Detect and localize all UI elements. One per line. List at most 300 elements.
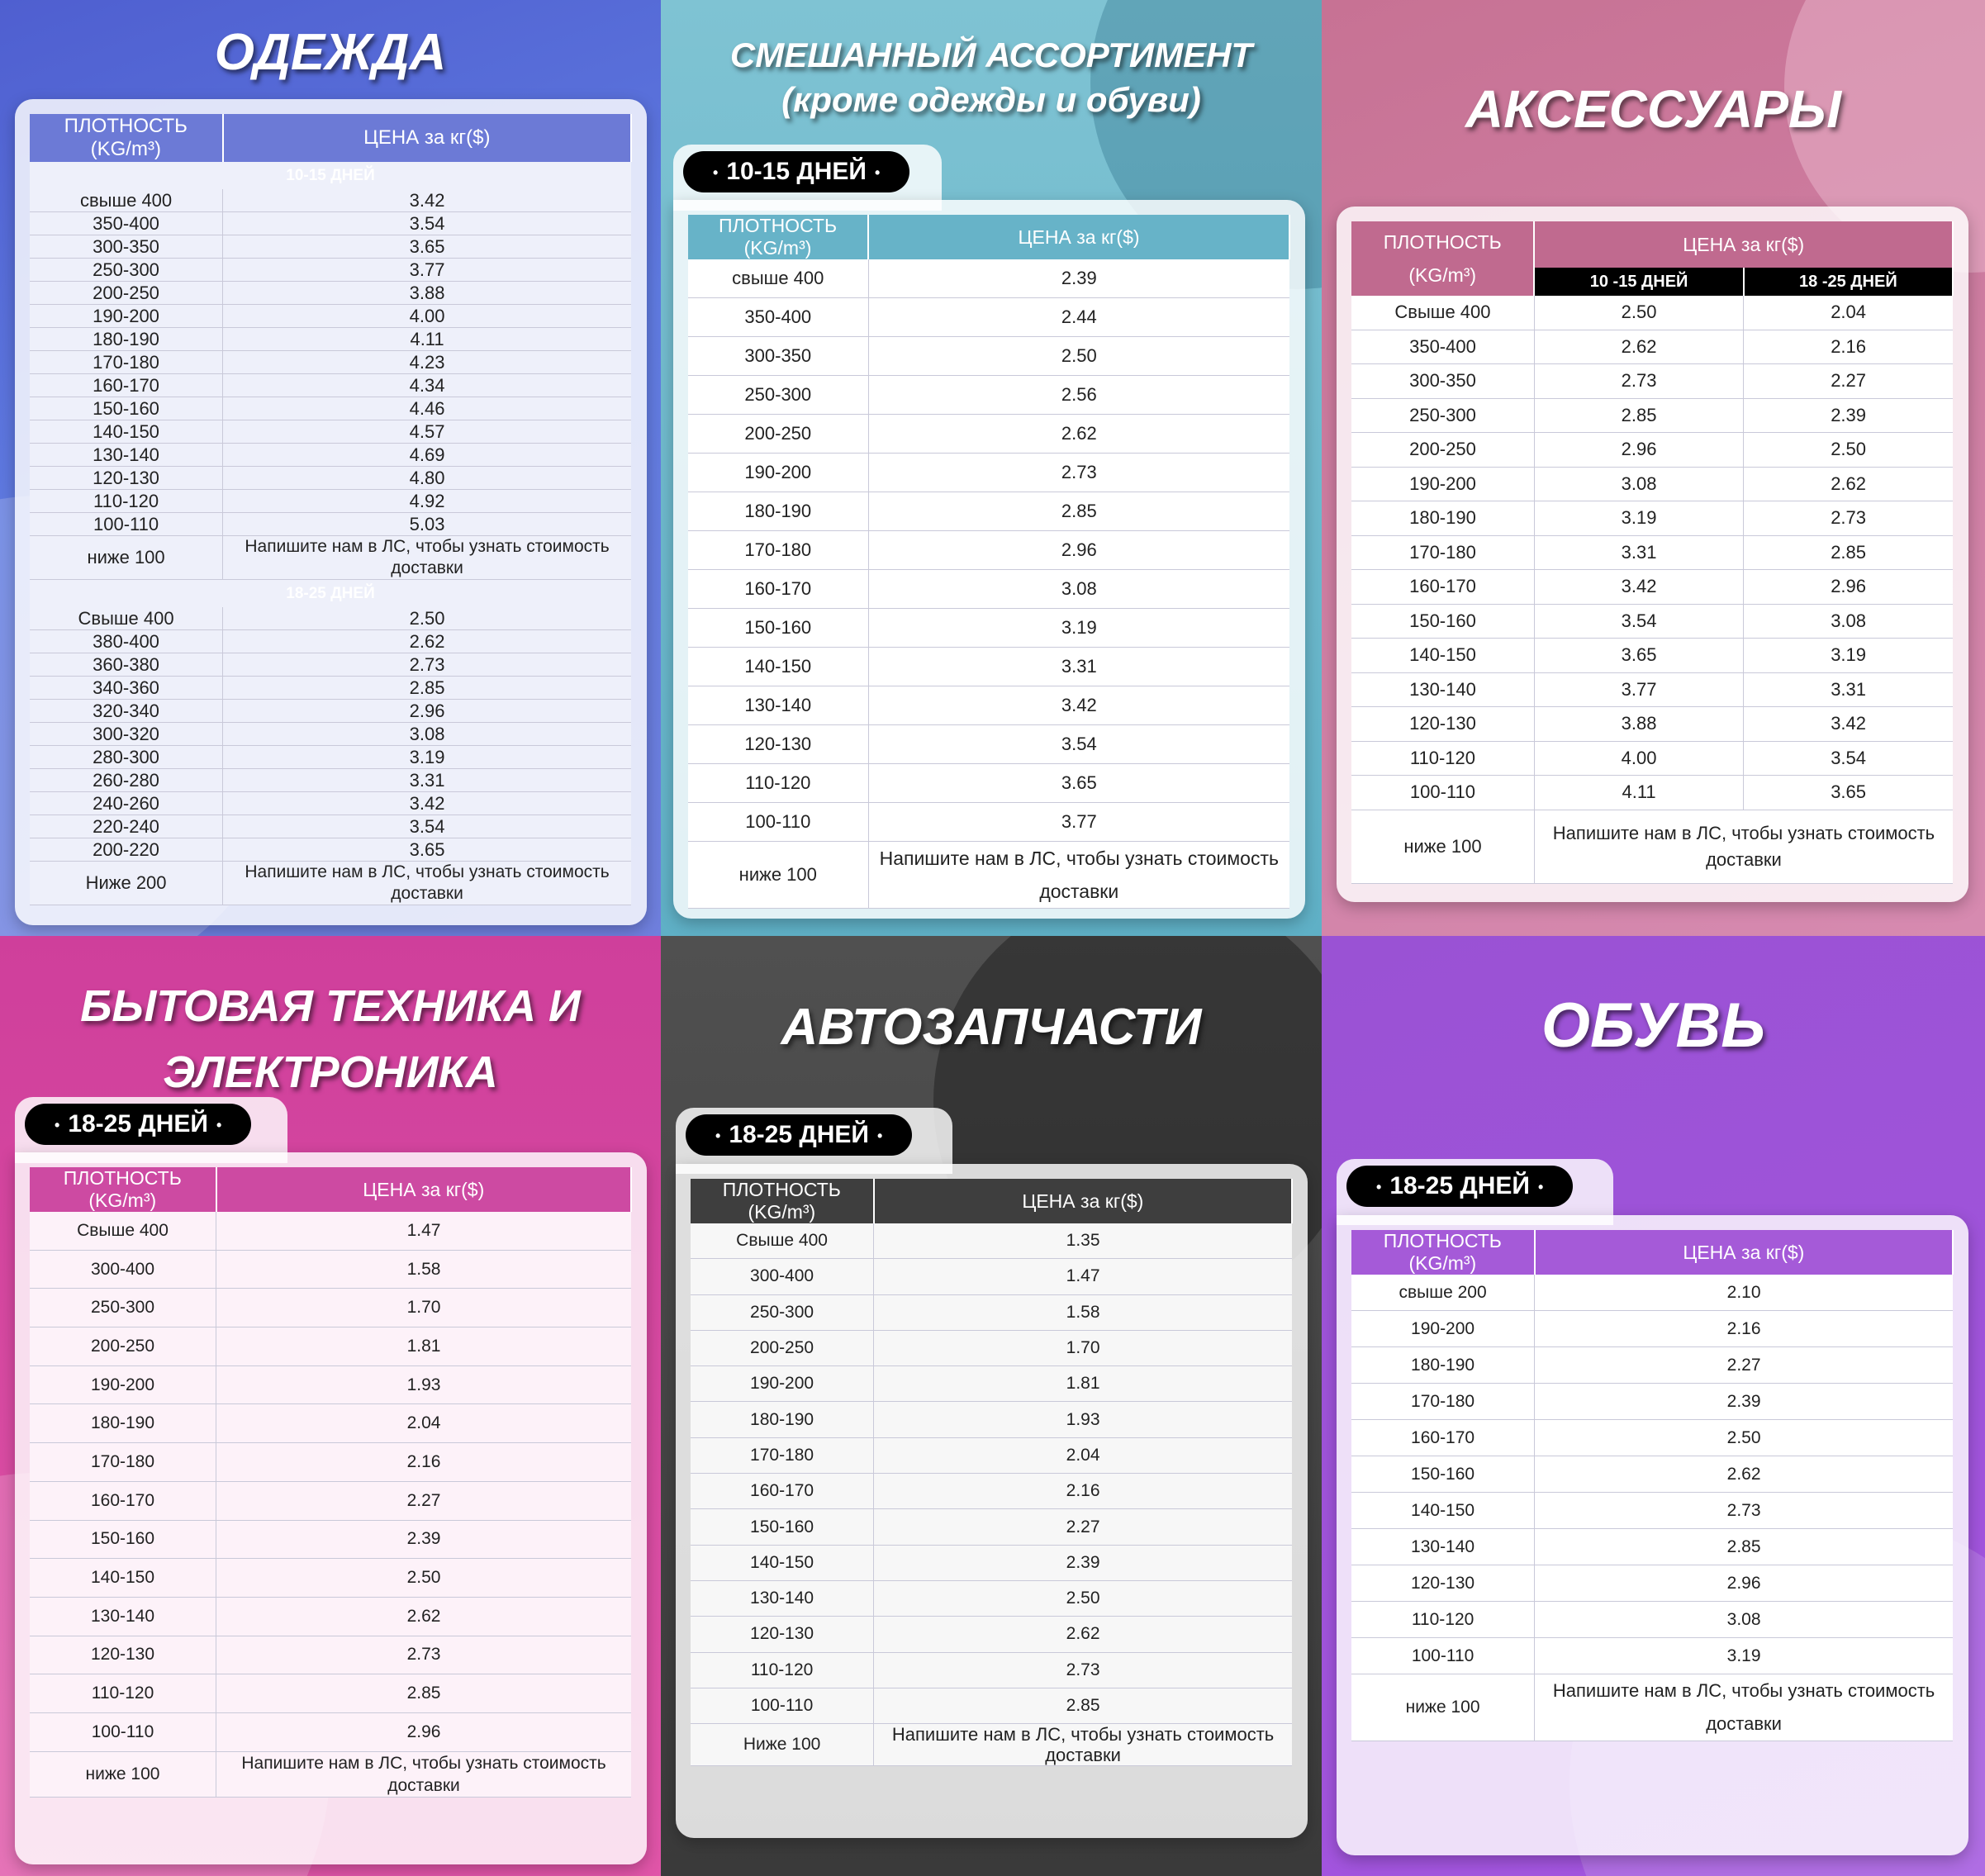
table-row bbox=[30, 630, 631, 653]
table-row bbox=[30, 467, 631, 490]
price-cell: 3.77 bbox=[1534, 672, 1743, 707]
density-cell: 160-170 bbox=[688, 570, 868, 609]
density-cell: 150-160 bbox=[691, 1509, 874, 1545]
density-cell: 350-400 bbox=[1351, 330, 1534, 364]
price-cell: 2.62 bbox=[1744, 467, 1953, 501]
table-row bbox=[30, 374, 631, 397]
density-cell: 100-110 bbox=[1351, 776, 1534, 810]
density-cell: 150-160 bbox=[688, 609, 868, 648]
table-row bbox=[691, 1223, 1292, 1259]
panel-title: АКСЕССУАРЫ bbox=[1465, 79, 1842, 139]
table-row bbox=[688, 725, 1289, 764]
density-cell: 200-250 bbox=[688, 415, 868, 454]
density-cell: 170-180 bbox=[30, 351, 223, 374]
price-cell: 1.70 bbox=[216, 1289, 631, 1327]
price-cell: 2.96 bbox=[1744, 570, 1953, 605]
price-cell: 4.57 bbox=[223, 420, 631, 444]
price-cell: 2.73 bbox=[223, 653, 631, 677]
col-price-header: ЦЕНА за кг($) bbox=[223, 114, 631, 162]
price-cell: 3.65 bbox=[868, 764, 1289, 803]
price-cell: 3.19 bbox=[1744, 639, 1953, 673]
table-row bbox=[691, 1259, 1292, 1294]
price-cell: 4.69 bbox=[223, 444, 631, 467]
price-cell: Напишите нам в ЛС, чтобы узнать стоимость доставки bbox=[1535, 1674, 1953, 1741]
price-cell: 1.58 bbox=[216, 1250, 631, 1289]
table-row bbox=[688, 337, 1289, 376]
table-row bbox=[30, 1597, 631, 1636]
table-row bbox=[688, 259, 1289, 298]
density-cell: 250-300 bbox=[30, 1289, 216, 1327]
price-cell: 1.81 bbox=[874, 1366, 1292, 1402]
price-cell: 3.54 bbox=[223, 212, 631, 235]
density-cell: 180-190 bbox=[1351, 1347, 1535, 1384]
table-row bbox=[30, 351, 631, 374]
density-cell: 250-300 bbox=[1351, 398, 1534, 433]
density-cell: 100-110 bbox=[30, 1712, 216, 1751]
price-cell: 2.56 bbox=[868, 376, 1289, 415]
col-density-header: ПЛОТНОСТЬ (KG/m³) bbox=[1351, 1230, 1535, 1275]
table-row bbox=[30, 700, 631, 723]
price-cell: 5.03 bbox=[223, 513, 631, 536]
density-cell: 130-140 bbox=[30, 1597, 216, 1636]
price-cell: 2.96 bbox=[223, 700, 631, 723]
table-row bbox=[30, 1365, 631, 1404]
price-card bbox=[1337, 207, 1968, 902]
density-cell: ниже 100 bbox=[1351, 810, 1534, 883]
price-cell: 2.73 bbox=[216, 1636, 631, 1674]
density-cell: 200-250 bbox=[691, 1330, 874, 1365]
table-row bbox=[1351, 672, 1953, 707]
price-cell: 3.65 bbox=[1534, 639, 1743, 673]
price-cell: 2.62 bbox=[868, 415, 1289, 454]
table-row bbox=[688, 686, 1289, 725]
panel-title bbox=[0, 973, 661, 1105]
price-cell: Напишите нам в ЛС, чтобы узнать стоимость доставки bbox=[1534, 810, 1953, 883]
panel-title: ОБУВЬ bbox=[1541, 990, 1766, 1061]
price-cell: Напишите нам в ЛС, чтобы узнать стоимость доставки bbox=[223, 862, 631, 905]
density-cell: 220-240 bbox=[30, 815, 223, 838]
table-row bbox=[691, 1580, 1292, 1616]
table-row bbox=[1351, 364, 1953, 399]
col-price-header: ЦЕНА за кг($) bbox=[1535, 1230, 1953, 1275]
density-cell: 110-120 bbox=[30, 1674, 216, 1713]
table-row bbox=[30, 1751, 631, 1797]
price-cell: 1.47 bbox=[216, 1212, 631, 1250]
density-cell: Свыше 400 bbox=[30, 607, 223, 630]
price-card bbox=[673, 200, 1305, 919]
density-cell: 170-180 bbox=[691, 1437, 874, 1473]
price-cell: 3.88 bbox=[1534, 707, 1743, 742]
table-row bbox=[688, 376, 1289, 415]
table-row bbox=[30, 189, 631, 212]
table-row bbox=[1351, 433, 1953, 468]
density-cell: 130-140 bbox=[30, 444, 223, 467]
table-row bbox=[30, 1636, 631, 1674]
table-row bbox=[30, 328, 631, 351]
table-row bbox=[1351, 1493, 1953, 1529]
col-density-header: ПЛОТНОСТЬ (KG/m³) bbox=[691, 1179, 874, 1223]
density-cell: 110-120 bbox=[30, 490, 223, 513]
price-cell: 2.39 bbox=[1744, 398, 1953, 433]
price-cell: 4.92 bbox=[223, 490, 631, 513]
density-cell: Ниже 100 bbox=[691, 1724, 874, 1766]
price-card bbox=[1337, 1215, 1968, 1855]
price-cell: 2.27 bbox=[874, 1509, 1292, 1545]
price-cell: 2.73 bbox=[1534, 364, 1743, 399]
price-cell: 2.27 bbox=[1744, 364, 1953, 399]
density-cell: 160-170 bbox=[1351, 1420, 1535, 1456]
price-cell: 3.31 bbox=[868, 648, 1289, 686]
density-cell: 250-300 bbox=[30, 259, 223, 282]
table-row bbox=[1351, 1384, 1953, 1420]
density-cell: 300-400 bbox=[30, 1250, 216, 1289]
table-row bbox=[1351, 1674, 1953, 1741]
price-cell: 2.16 bbox=[874, 1474, 1292, 1509]
density-cell: ниже 100 bbox=[1351, 1674, 1535, 1741]
price-cell: 2.62 bbox=[1535, 1456, 1953, 1493]
density-cell: 180-190 bbox=[691, 1402, 874, 1437]
panel-accessories bbox=[1322, 0, 1985, 936]
density-cell: 110-120 bbox=[691, 1652, 874, 1688]
table-row bbox=[691, 1617, 1292, 1652]
table-row bbox=[30, 792, 631, 815]
col-density-header: ПЛОТНОСТЬ (KG/m³) bbox=[30, 1167, 216, 1212]
table-row bbox=[30, 282, 631, 305]
density-cell: 170-180 bbox=[1351, 535, 1534, 570]
price-cell: 2.50 bbox=[223, 607, 631, 630]
price-cell: 1.47 bbox=[874, 1259, 1292, 1294]
density-cell: 160-170 bbox=[691, 1474, 874, 1509]
density-cell: 180-190 bbox=[688, 492, 868, 531]
price-cell: 3.65 bbox=[223, 838, 631, 862]
price-table bbox=[1351, 1230, 1954, 1741]
density-cell: 140-150 bbox=[1351, 639, 1534, 673]
col-price-header: ЦЕНА за кг($) bbox=[216, 1167, 631, 1212]
price-cell: 3.31 bbox=[1534, 535, 1743, 570]
price-cell: 2.10 bbox=[1535, 1275, 1953, 1311]
price-cell: 3.42 bbox=[868, 686, 1289, 725]
density-cell: 130-140 bbox=[691, 1580, 874, 1616]
section-header-row bbox=[30, 162, 631, 189]
density-cell: 110-120 bbox=[688, 764, 868, 803]
density-cell: 100-110 bbox=[30, 513, 223, 536]
table-row bbox=[30, 862, 631, 905]
density-cell: свыше 400 bbox=[30, 189, 223, 212]
price-cell: 4.00 bbox=[223, 305, 631, 328]
price-cell: 2.50 bbox=[874, 1580, 1292, 1616]
table-row bbox=[691, 1366, 1292, 1402]
table-row bbox=[30, 513, 631, 536]
days-badge: • 18-25 ДНЕЙ • bbox=[25, 1104, 251, 1145]
price-cell: 2.50 bbox=[216, 1559, 631, 1598]
table-row bbox=[1351, 1565, 1953, 1602]
table-row bbox=[1351, 296, 1953, 330]
panel-title: ОДЕЖДА bbox=[214, 24, 447, 81]
days-badge: • 18-25 ДНЕЙ • bbox=[686, 1114, 912, 1156]
density-cell: 350-400 bbox=[688, 298, 868, 337]
density-cell: 190-200 bbox=[691, 1366, 874, 1402]
price-cell: 2.73 bbox=[868, 454, 1289, 492]
table-row bbox=[1351, 741, 1953, 776]
density-cell: 280-300 bbox=[30, 746, 223, 769]
price-cell: 3.31 bbox=[1744, 672, 1953, 707]
density-cell: 170-180 bbox=[688, 531, 868, 570]
price-cell: 2.27 bbox=[1535, 1347, 1953, 1384]
density-cell: 190-200 bbox=[30, 1365, 216, 1404]
price-cell: 2.85 bbox=[1534, 398, 1743, 433]
density-cell: 260-280 bbox=[30, 769, 223, 792]
density-cell: 160-170 bbox=[30, 374, 223, 397]
table-row bbox=[688, 492, 1289, 531]
table-row bbox=[30, 1559, 631, 1598]
price-cell: 2.16 bbox=[1744, 330, 1953, 364]
price-cell: 4.46 bbox=[223, 397, 631, 420]
density-cell: 380-400 bbox=[30, 630, 223, 653]
density-cell: 120-130 bbox=[688, 725, 868, 764]
table-row bbox=[691, 1402, 1292, 1437]
density-cell: 320-340 bbox=[30, 700, 223, 723]
price-cell: 1.93 bbox=[216, 1365, 631, 1404]
density-cell: 140-150 bbox=[1351, 1493, 1535, 1529]
density-cell: 200-250 bbox=[1351, 433, 1534, 468]
price-cell: 2.85 bbox=[216, 1674, 631, 1713]
table-row bbox=[30, 1250, 631, 1289]
price-cell: 2.50 bbox=[868, 337, 1289, 376]
density-cell: Свыше 400 bbox=[691, 1223, 874, 1259]
table-row bbox=[1351, 810, 1953, 883]
density-cell: 100-110 bbox=[1351, 1638, 1535, 1674]
price-cell: 2.96 bbox=[1534, 433, 1743, 468]
price-cell: Напишите нам в ЛС, чтобы узнать стоимость доставки bbox=[223, 536, 631, 580]
price-cell: 2.85 bbox=[223, 677, 631, 700]
table-row bbox=[30, 677, 631, 700]
title-line: БЫТОВАЯ ТЕХНИКА И bbox=[80, 981, 581, 1031]
table-row bbox=[1351, 1602, 1953, 1638]
density-cell: 150-160 bbox=[30, 397, 223, 420]
price-cell: 3.08 bbox=[1744, 604, 1953, 639]
price-cell: 2.44 bbox=[868, 298, 1289, 337]
price-cell: 3.42 bbox=[1744, 707, 1953, 742]
density-cell: 100-110 bbox=[691, 1688, 874, 1723]
table-row bbox=[691, 1545, 1292, 1580]
table-row bbox=[30, 723, 631, 746]
table-row bbox=[1351, 1456, 1953, 1493]
density-cell: ниже 100 bbox=[688, 842, 868, 909]
table-row bbox=[30, 769, 631, 792]
table-row bbox=[691, 1437, 1292, 1473]
price-cell: 2.96 bbox=[216, 1712, 631, 1751]
col-density-header: ПЛОТНОСТЬ (KG/m³) bbox=[30, 114, 223, 162]
density-cell: 130-140 bbox=[688, 686, 868, 725]
table-row bbox=[688, 570, 1289, 609]
density-cell: 190-200 bbox=[1351, 1311, 1535, 1347]
title-line: (кроме одежды и обуви) bbox=[781, 80, 1201, 119]
table-row bbox=[688, 415, 1289, 454]
table-row bbox=[691, 1688, 1292, 1723]
table-row bbox=[30, 420, 631, 444]
density-cell: 160-170 bbox=[30, 1481, 216, 1520]
table-row bbox=[1351, 467, 1953, 501]
table-row bbox=[1351, 398, 1953, 433]
density-cell: 170-180 bbox=[1351, 1384, 1535, 1420]
density-cell: 110-120 bbox=[1351, 741, 1534, 776]
density-cell: Свыше 400 bbox=[30, 1212, 216, 1250]
table-row bbox=[30, 235, 631, 259]
price-cell: 4.11 bbox=[1534, 776, 1743, 810]
table-row bbox=[688, 609, 1289, 648]
price-cell: 3.19 bbox=[1535, 1638, 1953, 1674]
density-cell: 140-150 bbox=[688, 648, 868, 686]
panel-shoes bbox=[1322, 936, 1985, 1876]
table-row bbox=[1351, 1347, 1953, 1384]
table-row bbox=[30, 1674, 631, 1713]
density-cell: 100-110 bbox=[688, 803, 868, 842]
table-row bbox=[30, 1289, 631, 1327]
density-cell: 120-130 bbox=[30, 467, 223, 490]
density-cell: свыше 200 bbox=[1351, 1275, 1535, 1311]
table-row bbox=[30, 536, 631, 580]
density-cell: Ниже 200 bbox=[30, 862, 223, 905]
section-header-row bbox=[30, 580, 631, 608]
price-cell: 2.04 bbox=[874, 1437, 1292, 1473]
density-cell: 150-160 bbox=[1351, 604, 1534, 639]
table-row bbox=[1351, 604, 1953, 639]
table-row bbox=[1351, 1638, 1953, 1674]
density-cell: 120-130 bbox=[1351, 707, 1534, 742]
price-cell: Напишите нам в ЛС, чтобы узнать стоимость доставки bbox=[874, 1724, 1292, 1766]
price-cell: 2.50 bbox=[1534, 296, 1743, 330]
price-cell: 2.62 bbox=[216, 1597, 631, 1636]
density-cell: 190-200 bbox=[30, 305, 223, 328]
price-cell: 2.50 bbox=[1535, 1420, 1953, 1456]
density-cell: 250-300 bbox=[688, 376, 868, 415]
table-row bbox=[30, 1404, 631, 1443]
density-cell: 140-150 bbox=[30, 1559, 216, 1598]
price-cell: 3.19 bbox=[868, 609, 1289, 648]
price-card bbox=[15, 1152, 647, 1864]
price-cell: 3.54 bbox=[1744, 741, 1953, 776]
density-cell: 180-190 bbox=[30, 328, 223, 351]
table-row bbox=[30, 607, 631, 630]
price-table bbox=[1351, 221, 1954, 884]
density-cell: Свыше 400 bbox=[1351, 296, 1534, 330]
price-cell: 3.08 bbox=[1534, 467, 1743, 501]
table-row bbox=[691, 1474, 1292, 1509]
table-row bbox=[691, 1294, 1292, 1330]
density-cell: 140-150 bbox=[691, 1545, 874, 1580]
col-price-header: ЦЕНА за кг($) bbox=[868, 215, 1289, 259]
price-cell: 3.08 bbox=[1535, 1602, 1953, 1638]
table-row bbox=[688, 454, 1289, 492]
col-density-header: ПЛОТНОСТЬ (KG/m³) bbox=[1351, 221, 1534, 296]
density-cell: 130-140 bbox=[1351, 1529, 1535, 1565]
price-cell: 2.85 bbox=[1535, 1529, 1953, 1565]
density-cell: 340-360 bbox=[30, 677, 223, 700]
table-row bbox=[691, 1330, 1292, 1365]
price-cell: 4.00 bbox=[1534, 741, 1743, 776]
density-cell: 120-130 bbox=[1351, 1565, 1535, 1602]
table-row bbox=[30, 1712, 631, 1751]
price-cell: Напишите нам в ЛС, чтобы узнать стоимость доставки bbox=[868, 842, 1289, 909]
table-row bbox=[691, 1724, 1292, 1766]
density-cell: 300-350 bbox=[688, 337, 868, 376]
price-cell: 2.85 bbox=[1744, 535, 1953, 570]
density-cell: 300-350 bbox=[30, 235, 223, 259]
price-cell: 2.85 bbox=[868, 492, 1289, 531]
density-cell: 150-160 bbox=[1351, 1456, 1535, 1493]
table-row bbox=[691, 1652, 1292, 1688]
table-row bbox=[30, 1327, 631, 1366]
price-cell: 2.73 bbox=[1535, 1493, 1953, 1529]
days-badge: • 18-25 ДНЕЙ • bbox=[1346, 1166, 1573, 1207]
price-cell: 2.39 bbox=[1535, 1384, 1953, 1420]
table-row bbox=[1351, 535, 1953, 570]
col-density-header: ПЛОТНОСТЬ (KG/m³) bbox=[688, 215, 868, 259]
table-row bbox=[30, 1212, 631, 1250]
table-row bbox=[30, 490, 631, 513]
table-row bbox=[688, 803, 1289, 842]
table-row bbox=[30, 815, 631, 838]
days-badge: • 10-15 ДНЕЙ • bbox=[683, 151, 909, 192]
price-cell: 3.77 bbox=[223, 259, 631, 282]
col-price-header: ЦЕНА за кг($) bbox=[874, 1179, 1292, 1223]
price-cell: 3.08 bbox=[868, 570, 1289, 609]
density-cell: 200-250 bbox=[30, 1327, 216, 1366]
price-cell: Напишите нам в ЛС, чтобы узнать стоимость доставки bbox=[216, 1751, 631, 1797]
density-cell: 200-250 bbox=[30, 282, 223, 305]
density-cell: 120-130 bbox=[691, 1617, 874, 1652]
table-row bbox=[1351, 501, 1953, 536]
price-cell: 2.39 bbox=[868, 259, 1289, 298]
price-cell: 2.62 bbox=[874, 1617, 1292, 1652]
sub-header-10-15: 10 -15 ДНЕЙ bbox=[1534, 268, 1743, 296]
price-cell: 1.35 bbox=[874, 1223, 1292, 1259]
table-row bbox=[1351, 707, 1953, 742]
density-cell: 140-150 bbox=[30, 420, 223, 444]
price-cell: 4.23 bbox=[223, 351, 631, 374]
table-row bbox=[691, 1509, 1292, 1545]
section-label: 18-25 ДНЕЙ bbox=[30, 580, 631, 608]
density-cell: ниже 100 bbox=[30, 536, 223, 580]
table-row bbox=[30, 1481, 631, 1520]
table-row bbox=[1351, 1529, 1953, 1565]
price-cell: 2.04 bbox=[1744, 296, 1953, 330]
density-cell: свыше 400 bbox=[688, 259, 868, 298]
title-line: СМЕШАННЫЙ АССОРТИМЕНТ bbox=[729, 36, 1253, 74]
price-table bbox=[691, 1179, 1293, 1766]
panel-mixed bbox=[661, 0, 1322, 936]
price-cell: 3.08 bbox=[223, 723, 631, 746]
col-price-header: ЦЕНА за кг($) bbox=[1534, 221, 1953, 268]
price-cell: 4.34 bbox=[223, 374, 631, 397]
table-row bbox=[30, 305, 631, 328]
price-cell: 3.65 bbox=[223, 235, 631, 259]
price-table bbox=[30, 114, 632, 905]
table-row bbox=[30, 397, 631, 420]
table-row bbox=[688, 764, 1289, 803]
price-cell: 3.42 bbox=[1534, 570, 1743, 605]
price-cell: 2.16 bbox=[216, 1443, 631, 1482]
density-cell: 350-400 bbox=[30, 212, 223, 235]
price-cell: 2.96 bbox=[1535, 1565, 1953, 1602]
density-cell: 120-130 bbox=[30, 1636, 216, 1674]
table-row bbox=[30, 1520, 631, 1559]
price-cell: 3.42 bbox=[223, 189, 631, 212]
density-cell: 180-190 bbox=[30, 1404, 216, 1443]
density-cell: ниже 100 bbox=[30, 1751, 216, 1797]
table-row bbox=[688, 842, 1289, 909]
density-cell: 110-120 bbox=[1351, 1602, 1535, 1638]
